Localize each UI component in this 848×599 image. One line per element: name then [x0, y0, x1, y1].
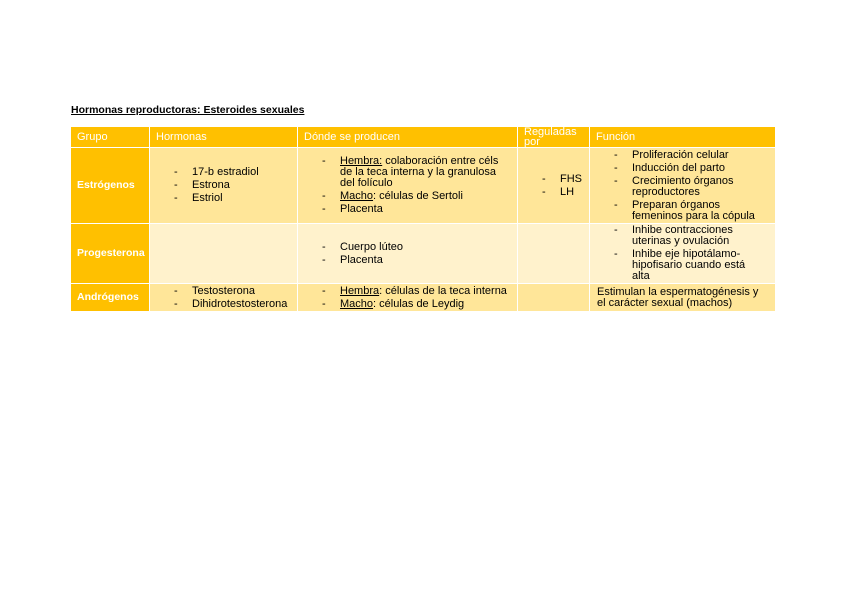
funcion-text: Estimulan la espermatogénesis y el carácter sexual (machos)	[597, 285, 759, 309]
list-item: - Estrona	[192, 180, 259, 191]
reguladas-cell-estrogenos	[518, 148, 589, 223]
list-item-text: Placenta	[340, 203, 383, 215]
list-item: - FHS	[560, 174, 582, 185]
donde-list	[340, 286, 507, 310]
group-cell-androgenos	[71, 284, 149, 311]
reguladas-cell-progesterona	[518, 224, 589, 283]
donde-cell-progesterona	[298, 224, 517, 283]
hormonas-list	[192, 167, 259, 204]
hormonas-cell-androgenos	[150, 284, 297, 311]
list-item	[340, 191, 512, 202]
funcion-cell-progesterona	[590, 224, 775, 283]
header-cell-donde	[298, 127, 517, 147]
group-cell-estrogenos	[71, 148, 149, 223]
header-cell-grupo	[71, 127, 149, 147]
list-item	[340, 242, 512, 253]
list-item	[340, 204, 512, 215]
donde-cell-androgenos	[298, 284, 517, 311]
list-item: - Testosterona	[192, 286, 287, 297]
group-label: Progesterona	[77, 247, 145, 259]
header-grupo-label: Grupo	[77, 131, 108, 143]
funcion-list	[632, 150, 762, 222]
sex-label: Hembra	[340, 284, 380, 297]
list-item: - LH	[560, 187, 582, 198]
header-cell-funcion	[590, 127, 775, 147]
list-item	[340, 156, 512, 189]
page-title: Hormonas reproductoras: Esteroides sexuales	[71, 104, 305, 116]
hormonas-list	[192, 286, 287, 310]
reguladas-list	[560, 174, 582, 198]
donde-list	[340, 242, 512, 266]
header-donde-label: Dónde se producen	[304, 131, 401, 143]
list-item: - Dihidrotestosterona	[192, 299, 287, 310]
list-item-text: : células de Leydig	[373, 297, 465, 310]
list-item: - Proliferación celular	[632, 150, 762, 161]
group-cell-progesterona	[71, 224, 149, 283]
header-hormonas-label: Hormonas	[156, 131, 207, 143]
list-item: - Preparan órganos femeninos para la cópula	[632, 200, 762, 222]
list-item	[340, 255, 512, 266]
funcion-cell-androgenos	[590, 284, 775, 311]
header-reguladas-label: Reguladas por	[524, 126, 577, 148]
funcion-cell-estrogenos	[590, 148, 775, 223]
header-cell-reguladas	[518, 127, 589, 147]
donde-cell-estrogenos	[298, 148, 517, 223]
list-item: - Inducción del parto	[632, 163, 762, 174]
list-item	[340, 299, 507, 310]
list-item: - 17-b estradiol	[192, 167, 259, 178]
group-label: Estrógenos	[77, 179, 135, 191]
list-item-text: colaboración entre céls de la teca interna y la granulosa del folículo	[340, 155, 499, 189]
sex-label: Macho	[340, 297, 374, 310]
list-item: - Estriol	[192, 193, 259, 204]
sex-label: Macho	[340, 190, 374, 202]
list-item: - Inhibe eje hipotálamo-hipofisario cuando está alta	[632, 249, 762, 282]
list-item-text: : células de Sertoli	[373, 190, 463, 202]
donde-list	[340, 156, 512, 215]
funcion-list	[632, 225, 762, 282]
hormones-table	[71, 127, 775, 311]
list-item: - Inhibe contracciones uterinas y ovulación	[632, 225, 762, 247]
reguladas-cell-androgenos	[518, 284, 589, 311]
list-item: - Crecimiento órganos reproductores	[632, 176, 762, 198]
list-item-text: Placenta	[340, 253, 383, 266]
list-item	[340, 286, 507, 297]
group-label: Andrógenos	[77, 291, 139, 303]
header-funcion-label: Función	[596, 131, 636, 143]
sex-label: Hembra:	[340, 155, 383, 167]
list-item-text: : células de la teca interna	[379, 284, 507, 297]
hormonas-cell-progesterona	[150, 224, 297, 283]
list-item-text: Cuerpo lúteo	[340, 240, 403, 253]
hormonas-cell-estrogenos	[150, 148, 297, 223]
header-cell-hormonas	[150, 127, 297, 147]
